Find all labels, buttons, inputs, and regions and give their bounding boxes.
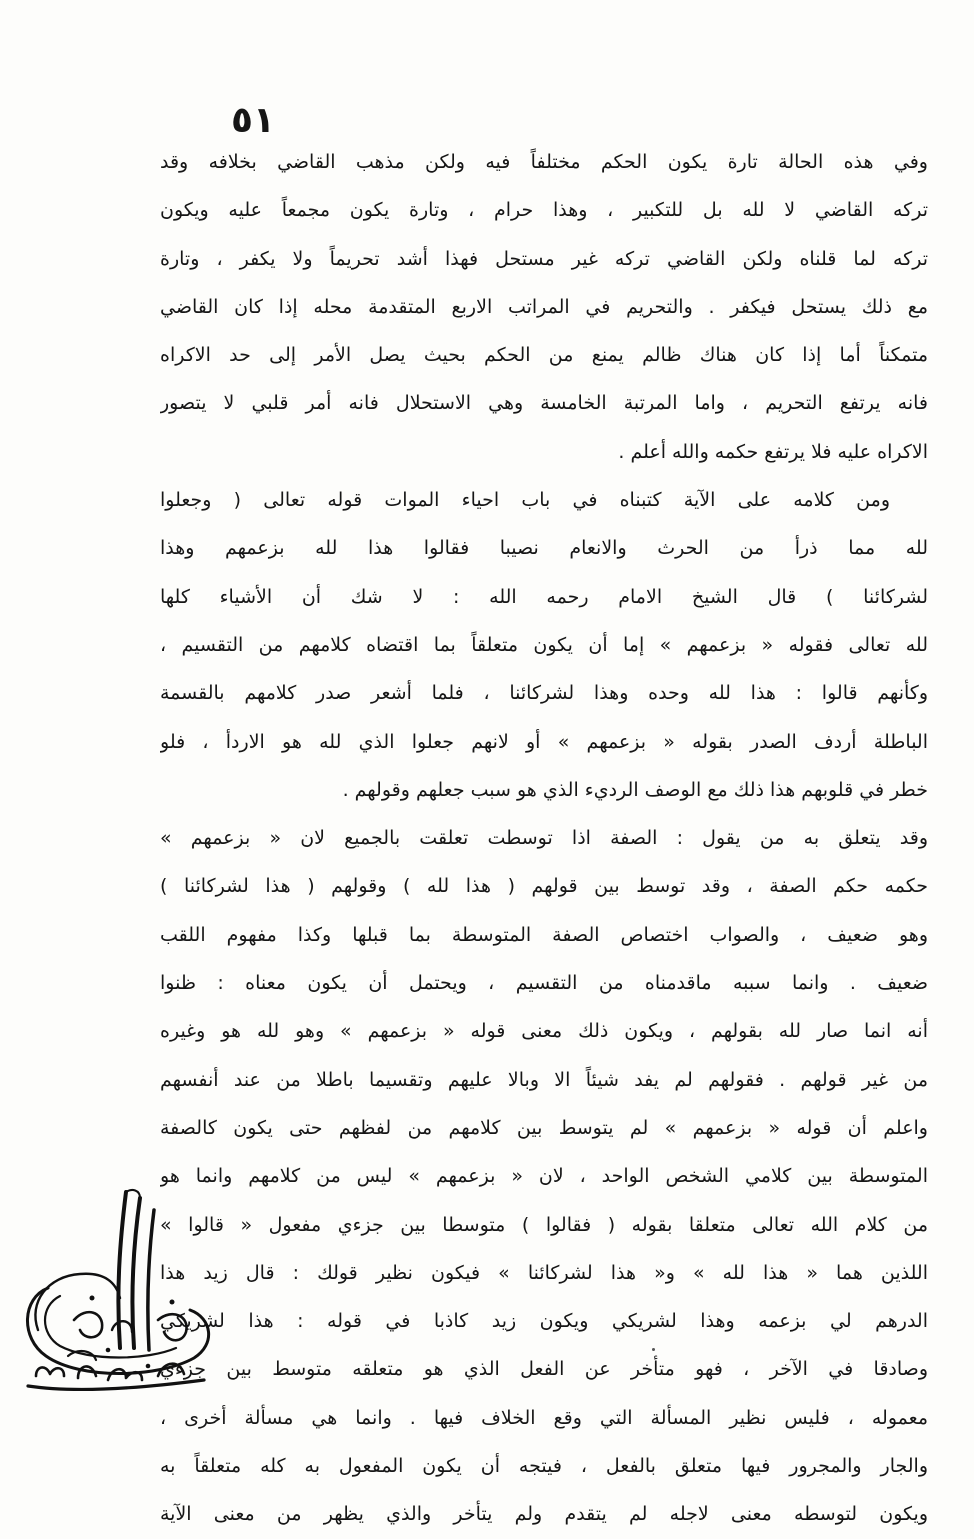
- text-line: حكمه حكم الصفة ، وقد توسط بين قولهم ( هذا لله ) وقولهم ( هذا لشركائنا ): [160, 875, 928, 898]
- text-line: ضعيف . وانما سببه ماقدمناه من التقسيم ، ويحتمل أن يكون معناه : ظنوا: [160, 972, 928, 995]
- text-line: ويكون لتوسطه معنى لاجله لم يتقدم ولم يتأخر والذي يظهر من معنى الآية: [160, 1503, 928, 1526]
- text-line: من غير قولهم . فقولهم لم يفد شيئاً الا وبالا عليهم وتقسيما باطلا من عند أنفسهم: [160, 1068, 928, 1091]
- text-line: وقد يتعلق به من يقول : الصفة اذا توسطت تعلقت بالجميع لان « بزعمهم »: [160, 827, 928, 850]
- text-line: والجار والمجرور فيها متعلق بالفعل ، فيتجه أن يكون المفعول به كله متعلقاً به: [160, 1455, 928, 1478]
- page-number: ٥١: [231, 100, 275, 141]
- text-line: لله مما ذرأ من الحرث والانعام نصيبا فقالوا هذا لله بزعمهم وهذا: [160, 537, 928, 560]
- text-line: وصادقا في الآخر ، فهو متأخر عن الفعل الذي هو متعلقه متوسط بين جزءي: [160, 1358, 928, 1381]
- paper-speck: [652, 1348, 655, 1351]
- body-text: [160, 138, 928, 1539]
- text-line: لشركائنا ) قال الشيخ الامام رحمه الله : لا شك أن الأشياء كلها: [160, 585, 928, 608]
- text-line: الباطلة أردف الصدر بقوله « بزعمهم » أو لانهم جعلوا الذي لله هو الاردأ ، فلو: [160, 730, 928, 753]
- text-line: مع ذلك يستحل فيكفر . والتحريم في المراتب الاربع المتقدمة محله إذا كان القاضي: [160, 295, 928, 318]
- text-line: من كلام الله تعالى متعلقا بقوله ( فقالوا ) متوسطا بين جزءي مفعول « قالوا »: [160, 1213, 928, 1236]
- text-line: لله تعالى فقوله « بزعمهم » إما أن يكون متعلقاً بما اقتضاه كلامهم من التقسيم ،: [160, 633, 928, 656]
- owner-signature-seal: [8, 1180, 218, 1395]
- text-line: تركه القاضي لا لله بل للتكبير ، وهذا حرام ، وتارة يكون مجمعاً عليه ويكون: [160, 199, 928, 222]
- text-line: فانه يرتفع التحريم ، واما المرتبة الخامسة وهي الاستحلال فانه أمر قلبي لا يتصور: [160, 392, 928, 415]
- text-line: وكأنهم قالوا : هذا لله وحده وهذا لشركائنا ، فلما أشعر صدر كلامهم بالقسمة: [160, 682, 928, 705]
- text-line: الدرهم لي بزعمه وهذا لشريكي ويكون زيد كاذبا في قوله : هذا لشريكي: [160, 1310, 928, 1333]
- text-line: وهو ضعيف ، والصواب اختصاص الصفة المتوسطة بما قبلها وكذا مفهوم اللقب: [160, 923, 928, 946]
- text-line: ومن كلامه على الآية كتبناه في باب احياء الموات قوله تعالى ( وجعلوا: [160, 489, 890, 512]
- text-line: وفي هذه الحالة تارة يكون الحكم مختلفاً فيه ولكن مذهب القاضي بخلافه وقد: [160, 151, 928, 173]
- text-line: واعلم أن قوله « بزعمهم » لم يتوسط بين كلامهم من لفظهم حتى يكون كالصفة: [160, 1116, 928, 1139]
- text-line: متمكناً أما إذا كان هناك ظالم يمنع من الحكم بحيث يصل الأمر إلى حد الاكراه: [160, 344, 928, 367]
- text-line: خطر في قلوبهم هذا ذلك مع الوصف الرديء الذي هو سبب جعلهم وقولهم .: [342, 778, 928, 801]
- text-line: الاكراه عليه فلا يرتفع حكمه والله أعلم .: [618, 440, 928, 463]
- text-line: المتوسطة بين كلامي الشخص الواحد ، لان « بزعمهم » ليس من كلامهم وانما هو: [160, 1165, 928, 1188]
- text-line: معموله ، فليس نظير المسألة التي وقع الخلاف فيها . وانما هي مسألة أخرى ،: [160, 1406, 928, 1429]
- text-line: أنه انما صار لله بقولهم ، ويكون ذلك معنى قوله « بزعمهم » وهو لله هو وغيره: [160, 1020, 928, 1043]
- text-line: تركه لما قلناه ولكن القاضي تركه غير مستحل فهذا أشد تحريماً ولا يكفر ، وتارة: [160, 247, 928, 270]
- text-line: اللذين هما « هذا لله » و« هذا لشركائنا » فيكون نظير قولك : قال زيد هذا: [160, 1261, 928, 1284]
